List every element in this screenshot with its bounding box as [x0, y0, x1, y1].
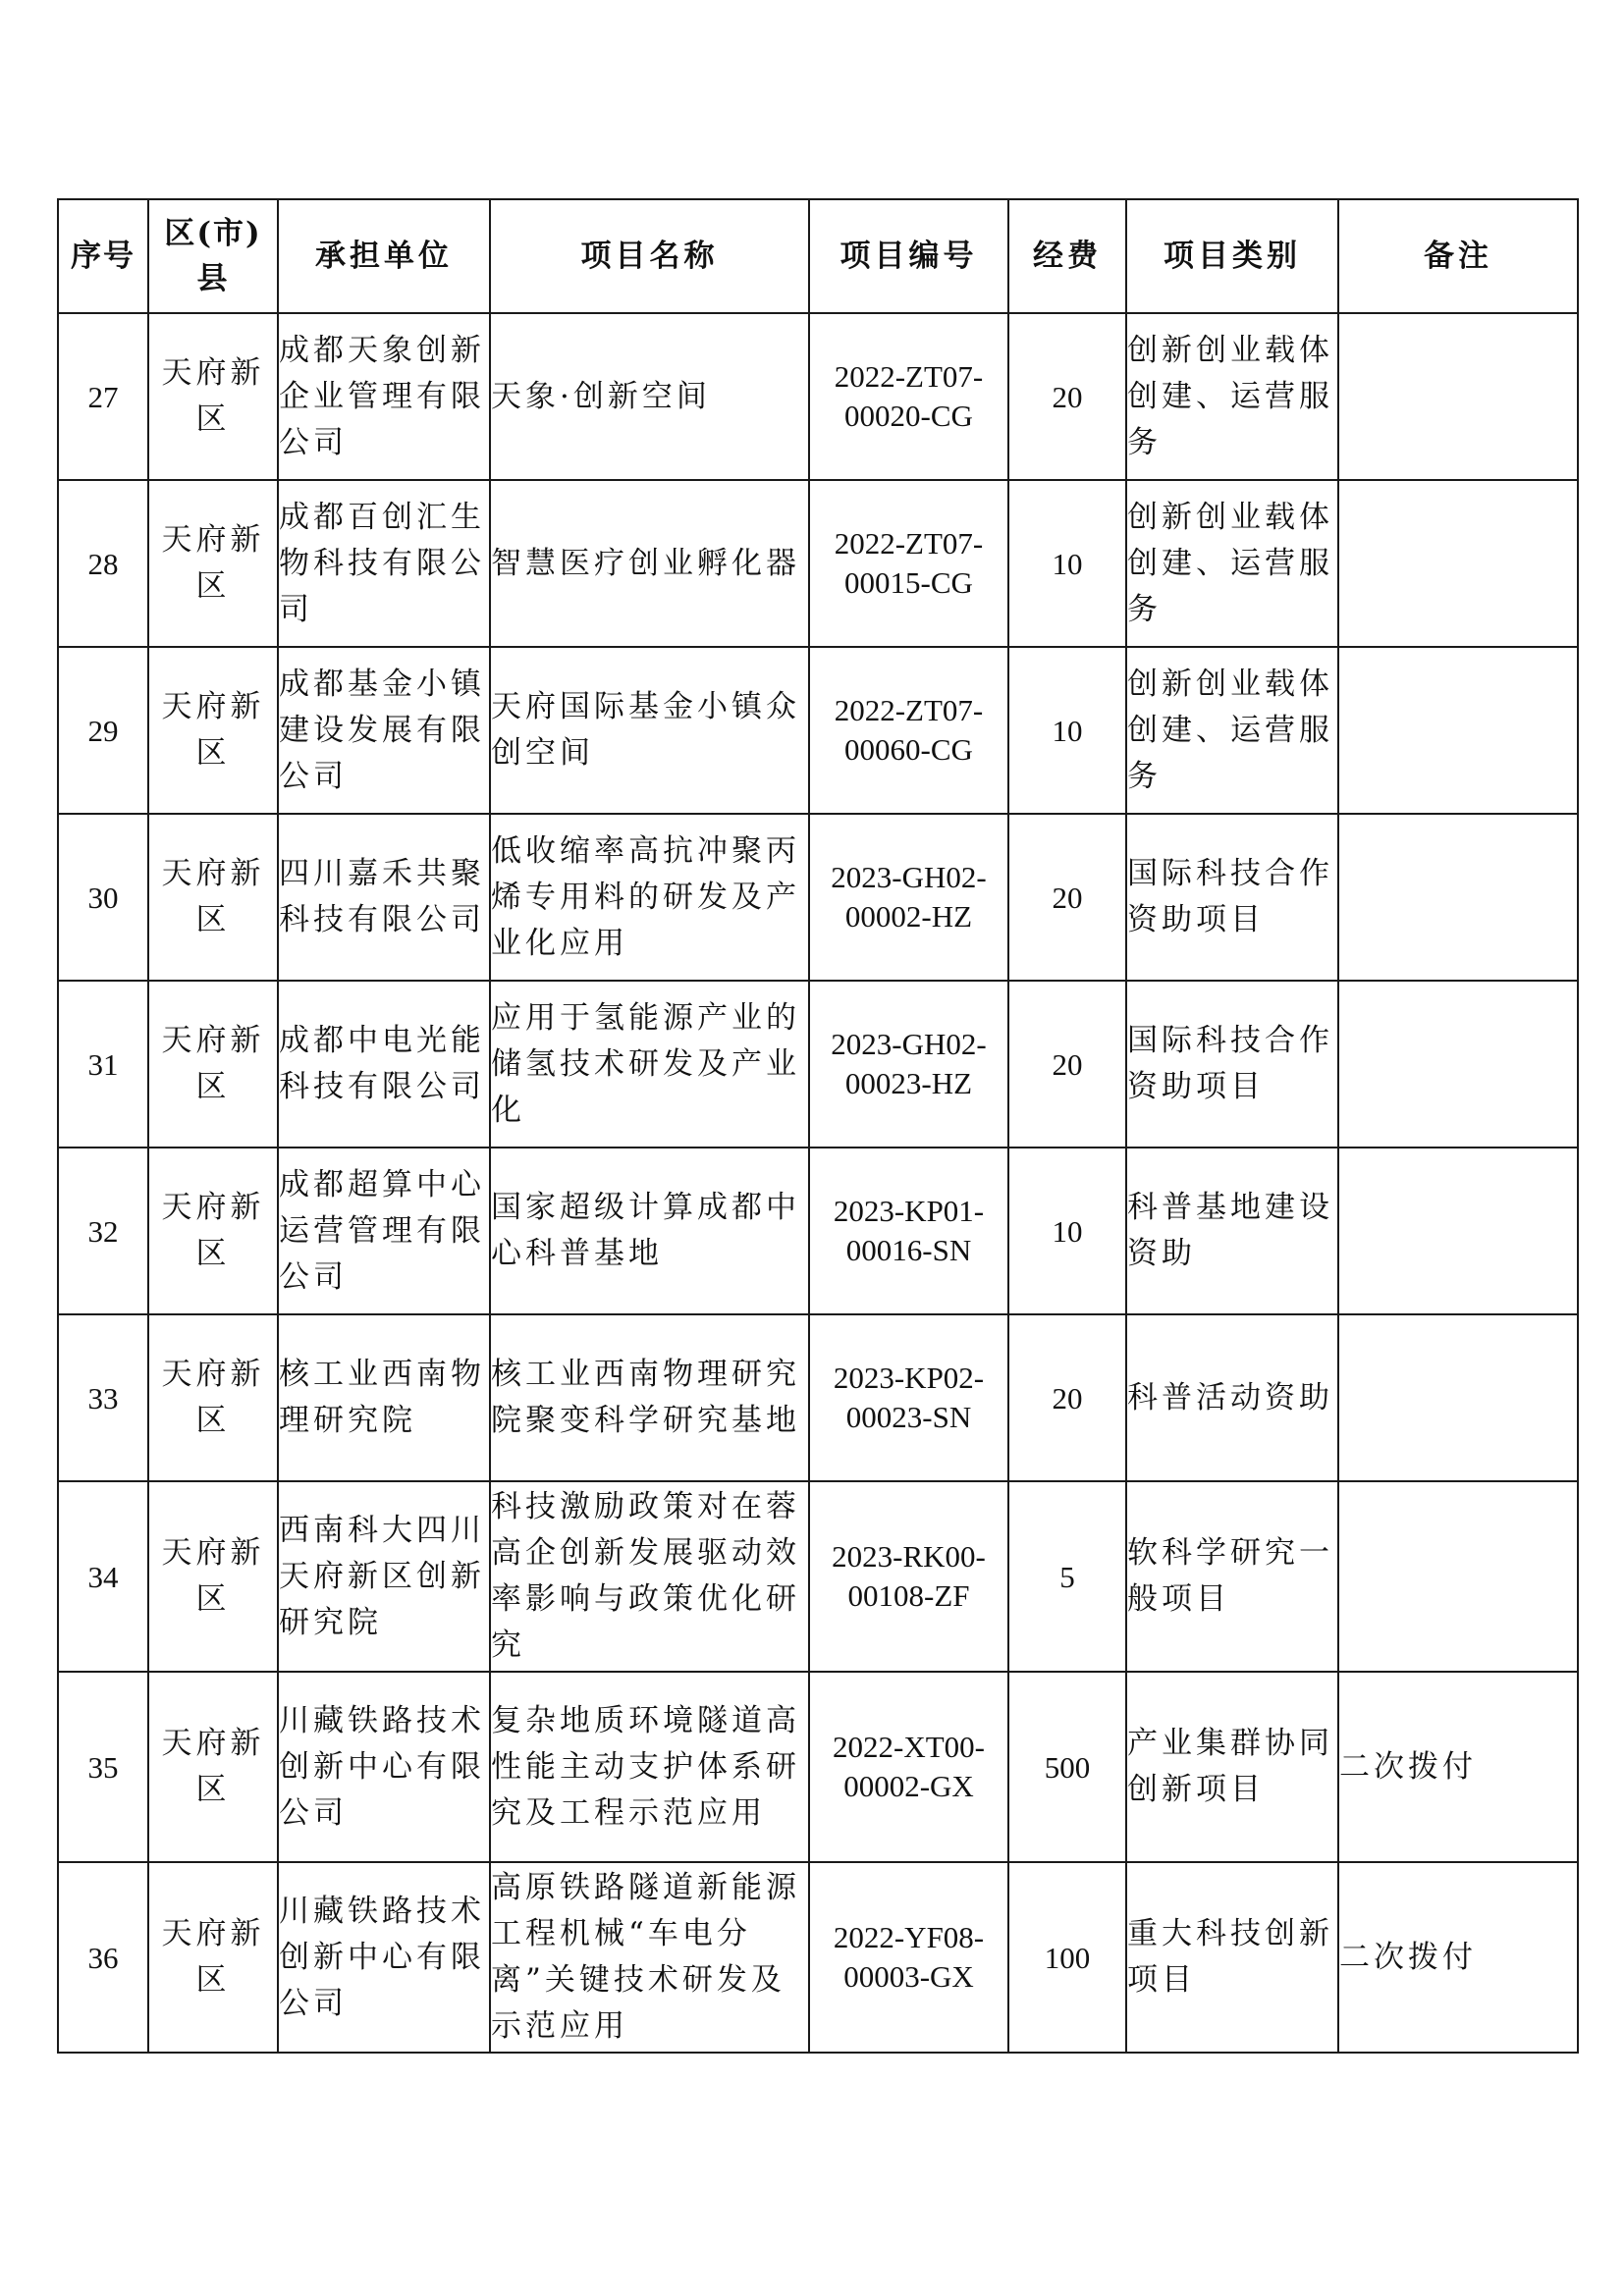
cell-project-name: 国家超级计算成都中心科普基地	[490, 1148, 809, 1314]
cell-remark	[1338, 313, 1578, 480]
cell-remark	[1338, 480, 1578, 647]
cell-remark	[1338, 981, 1578, 1148]
header-project-code: 项目编号	[809, 199, 1008, 313]
cell-district: 天府新区	[148, 480, 278, 647]
header-category: 项目类别	[1126, 199, 1338, 313]
cell-project-name: 智慧医疗创业孵化器	[490, 480, 809, 647]
cell-unit: 成都天象创新企业管理有限公司	[278, 313, 490, 480]
cell-index: 34	[58, 1481, 148, 1672]
cell-project-code: 2022-XT00-00002-GX	[809, 1672, 1008, 1862]
cell-project-code: 2022-YF08-00003-GX	[809, 1862, 1008, 2053]
cell-project-name: 复杂地质环境隧道高性能主动支护体系研究及工程示范应用	[490, 1672, 809, 1862]
cell-category: 软科学研究一般项目	[1126, 1481, 1338, 1672]
cell-remark: 二次拨付	[1338, 1862, 1578, 2053]
cell-project-code: 2023-RK00-00108-ZF	[809, 1481, 1008, 1672]
cell-category: 科普活动资助	[1126, 1314, 1338, 1481]
cell-district: 天府新区	[148, 814, 278, 981]
cell-district: 天府新区	[148, 981, 278, 1148]
cell-project-name: 天府国际基金小镇众创空间	[490, 647, 809, 814]
cell-project-name: 应用于氢能源产业的储氢技术研发及产业化	[490, 981, 809, 1148]
header-unit: 承担单位	[278, 199, 490, 313]
cell-project-code: 2022-ZT07-00020-CG	[809, 313, 1008, 480]
cell-unit: 成都基金小镇建设发展有限公司	[278, 647, 490, 814]
cell-project-code: 2022-ZT07-00015-CG	[809, 480, 1008, 647]
cell-funding: 10	[1008, 647, 1126, 814]
header-index: 序号	[58, 199, 148, 313]
header-funding: 经费	[1008, 199, 1126, 313]
cell-district: 天府新区	[148, 1314, 278, 1481]
cell-unit: 川藏铁路技术创新中心有限公司	[278, 1672, 490, 1862]
table-row	[58, 1314, 1578, 1481]
cell-funding: 10	[1008, 1148, 1126, 1314]
cell-project-code: 2023-GH02-00002-HZ	[809, 814, 1008, 981]
cell-category: 国际科技合作资助项目	[1126, 981, 1338, 1148]
cell-unit: 川藏铁路技术创新中心有限公司	[278, 1862, 490, 2053]
cell-project-name: 高原铁路隧道新能源工程机械“车电分离”关键技术研发及示范应用	[490, 1862, 809, 2053]
cell-funding: 20	[1008, 1314, 1126, 1481]
cell-project-code: 2023-GH02-00023-HZ	[809, 981, 1008, 1148]
cell-unit: 成都超算中心运营管理有限公司	[278, 1148, 490, 1314]
cell-district: 天府新区	[148, 313, 278, 480]
table-row	[58, 1481, 1578, 1672]
cell-index: 35	[58, 1672, 148, 1862]
table-row	[58, 814, 1578, 981]
cell-index: 32	[58, 1148, 148, 1314]
cell-index: 29	[58, 647, 148, 814]
table-row	[58, 1148, 1578, 1314]
cell-index: 31	[58, 981, 148, 1148]
cell-unit: 西南科大四川天府新区创新研究院	[278, 1481, 490, 1672]
project-table	[57, 198, 1579, 2054]
cell-district: 天府新区	[148, 647, 278, 814]
cell-funding: 20	[1008, 313, 1126, 480]
cell-remark	[1338, 1481, 1578, 1672]
cell-district: 天府新区	[148, 1148, 278, 1314]
cell-category: 国际科技合作资助项目	[1126, 814, 1338, 981]
cell-index: 30	[58, 814, 148, 981]
cell-category: 创新创业载体创建、运营服务	[1126, 480, 1338, 647]
table-row	[58, 1672, 1578, 1862]
cell-remark	[1338, 647, 1578, 814]
cell-index: 28	[58, 480, 148, 647]
table-row	[58, 1862, 1578, 2053]
table-row	[58, 313, 1578, 480]
table-row	[58, 647, 1578, 814]
cell-unit: 成都中电光能科技有限公司	[278, 981, 490, 1148]
cell-index: 27	[58, 313, 148, 480]
cell-district: 天府新区	[148, 1672, 278, 1862]
cell-remark	[1338, 1314, 1578, 1481]
header-project-name: 项目名称	[490, 199, 809, 313]
cell-project-code: 2023-KP01-00016-SN	[809, 1148, 1008, 1314]
cell-funding: 20	[1008, 981, 1126, 1148]
cell-project-name: 天象·创新空间	[490, 313, 809, 480]
cell-unit: 成都百创汇生物科技有限公司	[278, 480, 490, 647]
table-header-row	[58, 199, 1578, 313]
cell-unit: 核工业西南物理研究院	[278, 1314, 490, 1481]
cell-project-name: 核工业西南物理研究院聚变科学研究基地	[490, 1314, 809, 1481]
cell-project-name: 科技激励政策对在蓉高企创新发展驱动效率影响与政策优化研究	[490, 1481, 809, 1672]
cell-category: 重大科技创新项目	[1126, 1862, 1338, 2053]
cell-unit: 四川嘉禾共聚科技有限公司	[278, 814, 490, 981]
cell-district: 天府新区	[148, 1862, 278, 2053]
cell-funding: 20	[1008, 814, 1126, 981]
cell-remark	[1338, 814, 1578, 981]
table-row	[58, 981, 1578, 1148]
cell-remark	[1338, 1148, 1578, 1314]
cell-funding: 5	[1008, 1481, 1126, 1672]
cell-remark: 二次拨付	[1338, 1672, 1578, 1862]
cell-category: 科普基地建设资助	[1126, 1148, 1338, 1314]
cell-funding: 500	[1008, 1672, 1126, 1862]
cell-district: 天府新区	[148, 1481, 278, 1672]
cell-project-code: 2022-ZT07-00060-CG	[809, 647, 1008, 814]
cell-project-name: 低收缩率高抗冲聚丙烯专用料的研发及产业化应用	[490, 814, 809, 981]
table-row	[58, 480, 1578, 647]
cell-category: 创新创业载体创建、运营服务	[1126, 313, 1338, 480]
cell-index: 33	[58, 1314, 148, 1481]
header-remark: 备注	[1338, 199, 1578, 313]
cell-category: 产业集群协同创新项目	[1126, 1672, 1338, 1862]
cell-category: 创新创业载体创建、运营服务	[1126, 647, 1338, 814]
cell-index: 36	[58, 1862, 148, 2053]
cell-funding: 10	[1008, 480, 1126, 647]
cell-project-code: 2023-KP02-00023-SN	[809, 1314, 1008, 1481]
cell-funding: 100	[1008, 1862, 1126, 2053]
header-district: 区(市)县	[148, 199, 278, 313]
